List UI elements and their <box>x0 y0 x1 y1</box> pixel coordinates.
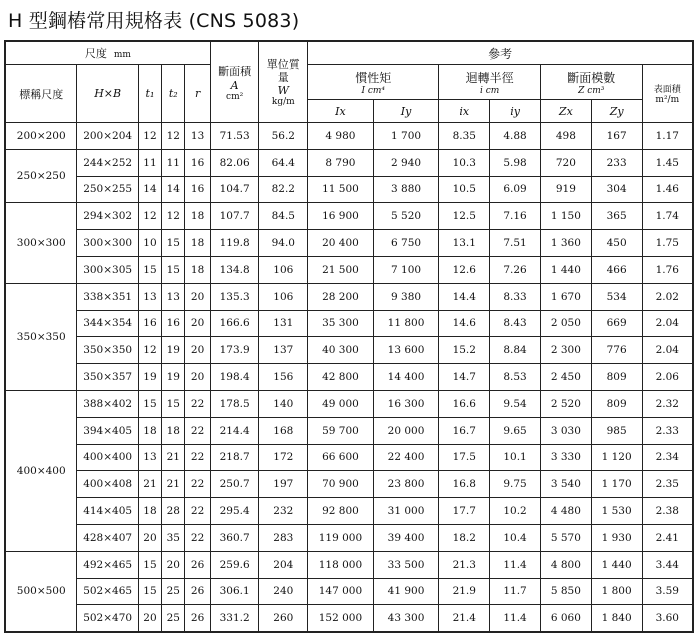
modulus-y-cell: 1 440 <box>591 551 642 578</box>
inertia-x-cell: 28 200 <box>308 283 374 310</box>
area-cell: 82.06 <box>210 149 259 176</box>
radius-x-cell: 21.4 <box>439 605 490 632</box>
t2-cell: 18 <box>162 417 185 444</box>
area-header: 斷面積 A cm² <box>210 41 259 123</box>
inertia-x-cell: 11 500 <box>308 176 374 203</box>
r-cell: 26 <box>185 578 210 605</box>
t2-cell: 14 <box>162 176 185 203</box>
t1-cell: 19 <box>138 364 161 391</box>
inertia-y-cell: 20 000 <box>373 417 439 444</box>
weight-cell: 172 <box>259 444 308 471</box>
surface-cell: 2.04 <box>642 337 693 364</box>
area-cell: 295.4 <box>210 498 259 525</box>
t1-cell: 16 <box>138 310 161 337</box>
nominal-size-cell: 300×300 <box>5 203 77 283</box>
weight-cell: 204 <box>259 551 308 578</box>
t1-header: t₁ <box>138 65 161 123</box>
weight-cell: 283 <box>259 524 308 551</box>
radius-x-cell: 16.8 <box>439 471 490 498</box>
area-cell: 107.7 <box>210 203 259 230</box>
area-cell: 259.6 <box>210 551 259 578</box>
inertia-header: 慣性矩 I cm⁴ <box>308 65 439 100</box>
inertia-x-cell: 119 000 <box>308 524 374 551</box>
hxb-cell: 502×465 <box>77 578 138 605</box>
surface-cell: 1.74 <box>642 203 693 230</box>
radius-x-cell: 15.2 <box>439 337 490 364</box>
table-row <box>5 578 693 605</box>
table-row <box>5 471 693 498</box>
table-row <box>5 364 693 391</box>
radius-header: 迴轉半徑 i cm <box>439 65 541 100</box>
area-cell: 134.8 <box>210 256 259 283</box>
modulus-x-cell: 2 300 <box>540 337 591 364</box>
modulus-y-cell: 1 930 <box>591 524 642 551</box>
t1-cell: 20 <box>138 524 161 551</box>
area-cell: 71.53 <box>210 123 259 150</box>
inertia-x-cell: 70 900 <box>308 471 374 498</box>
modulus-x-cell: 1 150 <box>540 203 591 230</box>
inertia-y-cell: 39 400 <box>373 524 439 551</box>
area-cell: 173.9 <box>210 337 259 364</box>
t1-cell: 13 <box>138 444 161 471</box>
hxb-cell: 294×302 <box>77 203 138 230</box>
table-row <box>5 283 693 310</box>
radius-y-cell: 10.2 <box>490 498 541 525</box>
weight-cell: 106 <box>259 283 308 310</box>
table-row <box>5 337 693 364</box>
hxb-cell: 300×300 <box>77 230 138 257</box>
inertia-y-cell: 23 800 <box>373 471 439 498</box>
nominal-header: 標稱尺度 <box>5 65 77 123</box>
radius-x-cell: 21.3 <box>439 551 490 578</box>
weight-cell: 260 <box>259 605 308 632</box>
surface-cell: 3.59 <box>642 578 693 605</box>
inertia-x-cell: 21 500 <box>308 256 374 283</box>
radius-x-cell: 17.5 <box>439 444 490 471</box>
r-cell: 20 <box>185 310 210 337</box>
modulus-x-cell: 2 050 <box>540 310 591 337</box>
t2-cell: 19 <box>162 337 185 364</box>
inertia-x-cell: 152 000 <box>308 605 374 632</box>
modulus-y-cell: 1 800 <box>591 578 642 605</box>
inertia-y-cell: 7 100 <box>373 256 439 283</box>
inertia-x-cell: 16 900 <box>308 203 374 230</box>
modulus-x-cell: 4 800 <box>540 551 591 578</box>
inertia-x-cell: 40 300 <box>308 337 374 364</box>
table-row <box>5 524 693 551</box>
inertia-x-cell: 4 980 <box>308 123 374 150</box>
table-row <box>5 605 693 632</box>
r-cell: 26 <box>185 551 210 578</box>
inertia-x-cell: 20 400 <box>308 230 374 257</box>
iy-header: Iy <box>373 100 439 123</box>
weight-cell: 94.0 <box>259 230 308 257</box>
weight-cell: 156 <box>259 364 308 391</box>
weight-cell: 82.2 <box>259 176 308 203</box>
t1-cell: 20 <box>138 605 161 632</box>
radius-y-cell: 9.75 <box>490 471 541 498</box>
surface-header: 表面積 m²/m <box>642 65 693 123</box>
hxb-cell: 250×255 <box>77 176 138 203</box>
area-cell: 218.7 <box>210 444 259 471</box>
r-cell: 22 <box>185 498 210 525</box>
radius-y-cell: 7.16 <box>490 203 541 230</box>
radius-x-cell: 12.5 <box>439 203 490 230</box>
radius-x-cell: 14.7 <box>439 364 490 391</box>
surface-cell: 2.34 <box>642 444 693 471</box>
t1-cell: 12 <box>138 123 161 150</box>
inertia-x-cell: 59 700 <box>308 417 374 444</box>
radius-y-cell: 7.26 <box>490 256 541 283</box>
radius-x-cell: 10.3 <box>439 149 490 176</box>
weight-cell: 232 <box>259 498 308 525</box>
t2-cell: 25 <box>162 578 185 605</box>
radius-x-cell: 14.6 <box>439 310 490 337</box>
radius-x-cell: 16.7 <box>439 417 490 444</box>
radius-x-cell: 18.2 <box>439 524 490 551</box>
nominal-size-cell: 350×350 <box>5 283 77 390</box>
table-row <box>5 390 693 417</box>
hxb-cell: 428×407 <box>77 524 138 551</box>
r-cell: 13 <box>185 123 210 150</box>
r-cell: 18 <box>185 203 210 230</box>
modulus-x-cell: 3 540 <box>540 471 591 498</box>
radius-y-cell: 7.51 <box>490 230 541 257</box>
modulus-y-cell: 466 <box>591 256 642 283</box>
t1-cell: 15 <box>138 390 161 417</box>
inertia-y-cell: 11 800 <box>373 310 439 337</box>
zy-header: Zy <box>591 100 642 123</box>
modulus-x-cell: 4 480 <box>540 498 591 525</box>
r-cell: 22 <box>185 444 210 471</box>
t2-cell: 15 <box>162 256 185 283</box>
nominal-size-cell: 500×500 <box>5 551 77 632</box>
inertia-y-cell: 22 400 <box>373 444 439 471</box>
inertia-y-cell: 1 700 <box>373 123 439 150</box>
table-row <box>5 551 693 578</box>
modulus-y-cell: 233 <box>591 149 642 176</box>
t1-cell: 18 <box>138 498 161 525</box>
modulus-x-cell: 6 060 <box>540 605 591 632</box>
radius-y-cell: 10.1 <box>490 444 541 471</box>
surface-cell: 3.44 <box>642 551 693 578</box>
modulus-y-cell: 1 120 <box>591 444 642 471</box>
inertia-x-cell: 49 000 <box>308 390 374 417</box>
size-header: 尺度 mm <box>5 41 210 65</box>
r-cell: 26 <box>185 605 210 632</box>
table-row <box>5 310 693 337</box>
t1-cell: 18 <box>138 417 161 444</box>
modulus-x-cell: 919 <box>540 176 591 203</box>
table-row <box>5 230 693 257</box>
weight-cell: 137 <box>259 337 308 364</box>
t1-cell: 12 <box>138 337 161 364</box>
hxb-cell: 492×465 <box>77 551 138 578</box>
r-cell: 22 <box>185 524 210 551</box>
t1-cell: 15 <box>138 578 161 605</box>
radius-x-cell: 16.6 <box>439 390 490 417</box>
weight-cell: 240 <box>259 578 308 605</box>
radius-y-cell: 5.98 <box>490 149 541 176</box>
nominal-size-cell: 400×400 <box>5 390 77 551</box>
hxb-cell: 344×354 <box>77 310 138 337</box>
radius-y-cell: 6.09 <box>490 176 541 203</box>
t2-cell: 21 <box>162 444 185 471</box>
t2-cell: 35 <box>162 524 185 551</box>
weight-header: 單位質量 W kg/m <box>259 41 308 123</box>
t1-cell: 15 <box>138 551 161 578</box>
inertia-y-cell: 43 300 <box>373 605 439 632</box>
area-cell: 198.4 <box>210 364 259 391</box>
modulus-y-cell: 1 170 <box>591 471 642 498</box>
radius-y-cell: 4.88 <box>490 123 541 150</box>
surface-cell: 1.17 <box>642 123 693 150</box>
r-cell: 22 <box>185 471 210 498</box>
inertia-x-cell: 92 800 <box>308 498 374 525</box>
r-cell: 22 <box>185 417 210 444</box>
modulus-x-cell: 2 520 <box>540 390 591 417</box>
inertia-y-cell: 13 600 <box>373 337 439 364</box>
modulus-x-cell: 5 570 <box>540 524 591 551</box>
t1-cell: 11 <box>138 149 161 176</box>
hxb-cell: 300×305 <box>77 256 138 283</box>
inertia-y-cell: 14 400 <box>373 364 439 391</box>
t2-cell: 13 <box>162 283 185 310</box>
modulus-x-cell: 1 360 <box>540 230 591 257</box>
radius-y-cell: 8.84 <box>490 337 541 364</box>
t1-cell: 21 <box>138 471 161 498</box>
t2-cell: 21 <box>162 471 185 498</box>
modulus-y-cell: 1 530 <box>591 498 642 525</box>
modulus-y-cell: 809 <box>591 364 642 391</box>
hxb-cell: 200×204 <box>77 123 138 150</box>
inertia-x-cell: 66 600 <box>308 444 374 471</box>
modulus-x-cell: 5 850 <box>540 578 591 605</box>
page-title: H 型鋼樁常用規格表 (CNS 5083) <box>8 10 300 32</box>
inertia-y-cell: 2 940 <box>373 149 439 176</box>
modulus-y-cell: 365 <box>591 203 642 230</box>
table-row <box>5 444 693 471</box>
weight-cell: 84.5 <box>259 203 308 230</box>
zx-header: Zx <box>540 100 591 123</box>
hxb-cell: 400×408 <box>77 471 138 498</box>
modulus-x-cell: 720 <box>540 149 591 176</box>
modulus-y-cell: 534 <box>591 283 642 310</box>
inertia-y-cell: 3 880 <box>373 176 439 203</box>
rx-header: ix <box>439 100 490 123</box>
area-cell: 250.7 <box>210 471 259 498</box>
surface-cell: 2.02 <box>642 283 693 310</box>
t2-cell: 19 <box>162 364 185 391</box>
t2-cell: 25 <box>162 605 185 632</box>
inertia-y-cell: 31 000 <box>373 498 439 525</box>
surface-cell: 2.04 <box>642 310 693 337</box>
table-row <box>5 176 693 203</box>
area-cell: 331.2 <box>210 605 259 632</box>
spec-table-body <box>5 123 693 633</box>
hxb-cell: 338×351 <box>77 283 138 310</box>
area-cell: 306.1 <box>210 578 259 605</box>
surface-cell: 1.75 <box>642 230 693 257</box>
t1-cell: 10 <box>138 230 161 257</box>
t2-cell: 11 <box>162 149 185 176</box>
modulus-x-cell: 2 450 <box>540 364 591 391</box>
nominal-size-cell: 200×200 <box>5 123 77 150</box>
surface-cell: 2.38 <box>642 498 693 525</box>
radius-x-cell: 8.35 <box>439 123 490 150</box>
hxb-cell: 388×402 <box>77 390 138 417</box>
ix-header: Ix <box>308 100 374 123</box>
modulus-x-cell: 1 440 <box>540 256 591 283</box>
inertia-y-cell: 16 300 <box>373 390 439 417</box>
r-cell: 20 <box>185 364 210 391</box>
radius-x-cell: 12.6 <box>439 256 490 283</box>
t2-cell: 15 <box>162 230 185 257</box>
inertia-y-cell: 41 900 <box>373 578 439 605</box>
radius-x-cell: 14.4 <box>439 283 490 310</box>
hxb-cell: 400×400 <box>77 444 138 471</box>
radius-x-cell: 10.5 <box>439 176 490 203</box>
radius-x-cell: 21.9 <box>439 578 490 605</box>
table-row <box>5 149 693 176</box>
weight-cell: 56.2 <box>259 123 308 150</box>
radius-y-cell: 11.4 <box>490 605 541 632</box>
t1-cell: 14 <box>138 176 161 203</box>
surface-cell: 3.60 <box>642 605 693 632</box>
nominal-size-cell: 250×250 <box>5 149 77 203</box>
modulus-y-cell: 167 <box>591 123 642 150</box>
area-cell: 119.8 <box>210 230 259 257</box>
table-row <box>5 417 693 444</box>
surface-cell: 2.06 <box>642 364 693 391</box>
radius-y-cell: 8.43 <box>490 310 541 337</box>
radius-y-cell: 8.33 <box>490 283 541 310</box>
modulus-header: 斷面模數 Z cm³ <box>540 65 642 100</box>
modulus-x-cell: 3 030 <box>540 417 591 444</box>
hxb-cell: 244×252 <box>77 149 138 176</box>
modulus-y-cell: 1 840 <box>591 605 642 632</box>
modulus-x-cell: 1 670 <box>540 283 591 310</box>
table-row <box>5 123 693 150</box>
area-cell: 360.7 <box>210 524 259 551</box>
radius-y-cell: 8.53 <box>490 364 541 391</box>
surface-cell: 2.33 <box>642 417 693 444</box>
t2-cell: 15 <box>162 390 185 417</box>
hxb-cell: 414×405 <box>77 498 138 525</box>
weight-cell: 106 <box>259 256 308 283</box>
modulus-y-cell: 809 <box>591 390 642 417</box>
inertia-y-cell: 6 750 <box>373 230 439 257</box>
hxb-cell: 350×357 <box>77 364 138 391</box>
ry-header: iy <box>490 100 541 123</box>
modulus-y-cell: 450 <box>591 230 642 257</box>
r-cell: 18 <box>185 230 210 257</box>
t2-header: t₂ <box>162 65 185 123</box>
modulus-y-cell: 985 <box>591 417 642 444</box>
r-cell: 16 <box>185 176 210 203</box>
t2-cell: 20 <box>162 551 185 578</box>
t2-cell: 12 <box>162 203 185 230</box>
surface-cell: 2.35 <box>642 471 693 498</box>
hxb-header: H×B <box>77 65 138 123</box>
radius-y-cell: 9.65 <box>490 417 541 444</box>
t2-cell: 28 <box>162 498 185 525</box>
table-row <box>5 203 693 230</box>
modulus-y-cell: 304 <box>591 176 642 203</box>
area-cell: 166.6 <box>210 310 259 337</box>
surface-cell: 2.41 <box>642 524 693 551</box>
r-cell: 20 <box>185 337 210 364</box>
r-cell: 22 <box>185 390 210 417</box>
reference-header: 參考 <box>308 41 693 65</box>
r-cell: 18 <box>185 256 210 283</box>
inertia-y-cell: 9 380 <box>373 283 439 310</box>
h-beam-spec-table <box>4 40 694 633</box>
t1-cell: 15 <box>138 256 161 283</box>
inertia-x-cell: 35 300 <box>308 310 374 337</box>
t2-cell: 16 <box>162 310 185 337</box>
r-cell: 16 <box>185 149 210 176</box>
inertia-x-cell: 147 000 <box>308 578 374 605</box>
modulus-y-cell: 669 <box>591 310 642 337</box>
inertia-x-cell: 118 000 <box>308 551 374 578</box>
modulus-x-cell: 498 <box>540 123 591 150</box>
t1-cell: 12 <box>138 203 161 230</box>
modulus-y-cell: 776 <box>591 337 642 364</box>
weight-cell: 140 <box>259 390 308 417</box>
area-cell: 178.5 <box>210 390 259 417</box>
table-row <box>5 256 693 283</box>
surface-cell: 2.32 <box>642 390 693 417</box>
r-header: r <box>185 65 210 123</box>
surface-cell: 1.76 <box>642 256 693 283</box>
radius-x-cell: 13.1 <box>439 230 490 257</box>
radius-y-cell: 11.7 <box>490 578 541 605</box>
inertia-x-cell: 42 800 <box>308 364 374 391</box>
weight-cell: 64.4 <box>259 149 308 176</box>
surface-cell: 1.45 <box>642 149 693 176</box>
area-cell: 104.7 <box>210 176 259 203</box>
inertia-x-cell: 8 790 <box>308 149 374 176</box>
weight-cell: 131 <box>259 310 308 337</box>
table-row <box>5 498 693 525</box>
radius-y-cell: 11.4 <box>490 551 541 578</box>
t2-cell: 12 <box>162 123 185 150</box>
t1-cell: 13 <box>138 283 161 310</box>
surface-cell: 1.46 <box>642 176 693 203</box>
hxb-cell: 350×350 <box>77 337 138 364</box>
hxb-cell: 394×405 <box>77 417 138 444</box>
weight-cell: 197 <box>259 471 308 498</box>
modulus-x-cell: 3 330 <box>540 444 591 471</box>
r-cell: 20 <box>185 283 210 310</box>
inertia-y-cell: 5 520 <box>373 203 439 230</box>
radius-x-cell: 17.7 <box>439 498 490 525</box>
area-cell: 135.3 <box>210 283 259 310</box>
hxb-cell: 502×470 <box>77 605 138 632</box>
area-cell: 214.4 <box>210 417 259 444</box>
inertia-y-cell: 33 500 <box>373 551 439 578</box>
weight-cell: 168 <box>259 417 308 444</box>
radius-y-cell: 9.54 <box>490 390 541 417</box>
radius-y-cell: 10.4 <box>490 524 541 551</box>
